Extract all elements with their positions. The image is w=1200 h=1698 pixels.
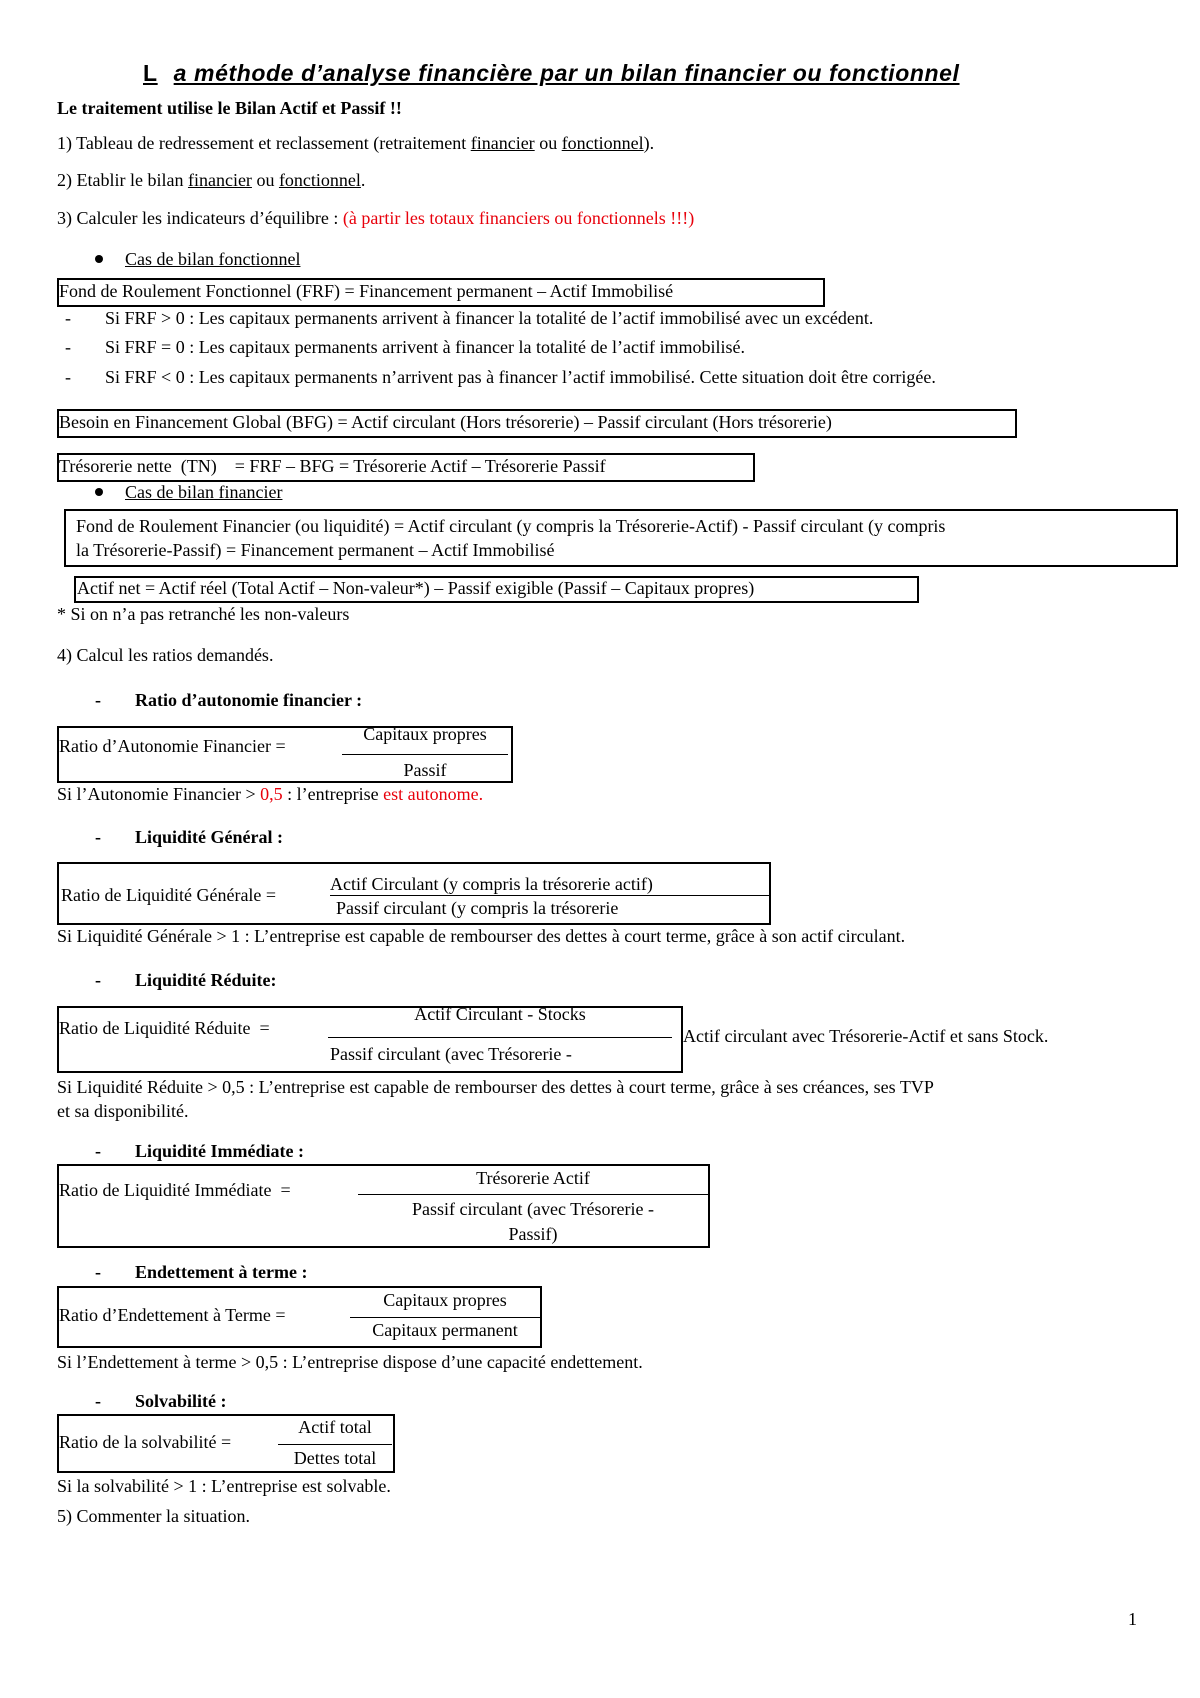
liquidite-generale-label: Ratio de Liquidité Générale =: [61, 885, 277, 905]
endettement-numerator: Capitaux propres: [383, 1290, 507, 1310]
fraction-bar: [358, 1194, 708, 1195]
actif-net-formula: Actif net = Actif réel (Total Actif – Non-valeur*) – Passif exigible (Passif – Capitaux propres): [77, 578, 755, 598]
liquidite-reduite-label: Ratio de Liquidité Réduite =: [59, 1018, 270, 1038]
fr-financier-formula-line1: Fond de Roulement Financier (ou liquidité) = Actif circulant (y compris la Trésorerie-Actif) - Passif circulant (y compris: [76, 516, 946, 536]
endettement-denominator: Capitaux permanent: [372, 1320, 518, 1340]
heading-bilan-financier: Cas de bilan financier: [95, 482, 282, 504]
autonomie-denominator: Passif: [403, 760, 447, 780]
solvabilite-note: Si la solvabilité > 1 : L’entreprise est solvable.: [57, 1476, 391, 1496]
tn-formula: Trésorerie nette (TN) = FRF – BFG = Trésorerie Actif – Trésorerie Passif: [59, 456, 606, 476]
liquidite-reduite-note-line1: Si Liquidité Réduite > 0,5 : L’entreprise est capable de rembourser des dettes à court terme, grâce à ses créances, ses TVP: [57, 1077, 934, 1097]
fr-financier-formula-line2: la Trésorerie-Passif) = Financement permanent – Actif Immobilisé: [76, 540, 555, 560]
heading-bilan-fonctionnel: Cas de bilan fonctionnel: [95, 249, 300, 271]
liquidite-reduite-denominator: Passif circulant (avec Trésorerie -: [330, 1044, 572, 1064]
autonomie-note: Si l’Autonomie Financier > 0,5 : l’entreprise est autonome.: [57, 784, 484, 804]
liquidite-generale-numerator: Actif Circulant (y compris la trésorerie actif): [330, 874, 653, 894]
frf-case-2: - Si FRF = 0 : Les capitaux permanents arrivent à financer la totalité de l’actif immobilisé.: [65, 337, 745, 357]
fraction-bar: [350, 1317, 540, 1318]
heading-endettement: - Endettement à terme :: [95, 1262, 308, 1282]
liquidite-reduite-side-note: Actif circulant avec Trésorerie-Actif et sans Stock.: [683, 1026, 1049, 1046]
solvabilite-label: Ratio de la solvabilité =: [59, 1432, 232, 1452]
page-number: 1: [1128, 1609, 1137, 1629]
bullet-icon: [95, 255, 103, 263]
frf-formula: Fond de Roulement Fonctionnel (FRF) = Financement permanent – Actif Immobilisé: [59, 281, 674, 301]
intro-text: Le traitement utilise le Bilan Actif et Passif !!: [57, 98, 402, 118]
fraction-bar: [342, 754, 508, 755]
heading-autonomie: - Ratio d’autonomie financier :: [95, 690, 363, 710]
bullet-icon: [95, 488, 103, 496]
footnote-non-valeurs: * Si on n’a pas retranché les non-valeurs: [57, 604, 350, 624]
liquidite-immediate-numerator: Trésorerie Actif: [476, 1168, 590, 1188]
liquidite-reduite-numerator: Actif Circulant - Stocks: [414, 1004, 586, 1024]
frf-case-3: - Si FRF < 0 : Les capitaux permanents n’arrivent pas à financer l’actif immobilisé. Cette situation doit être corrigée.: [65, 367, 936, 387]
liquidite-reduite-note-line2: et sa disponibilité.: [57, 1101, 189, 1121]
liquidite-generale-denominator: Passif circulant (y compris la trésorerie: [336, 898, 619, 918]
liquidite-immediate-label: Ratio de Liquidité Immédiate =: [59, 1180, 291, 1200]
endettement-label: Ratio d’Endettement à Terme =: [59, 1305, 286, 1325]
solvabilite-denominator: Dettes total: [293, 1448, 377, 1468]
step-1: 1) Tableau de redressement et reclassement (retraitement financier ou fonctionnel).: [57, 133, 655, 153]
step-2: 2) Etablir le bilan financier ou fonctionnel.: [57, 170, 366, 190]
liquidite-immediate-denominator-line1: Passif circulant (avec Trésorerie -: [412, 1199, 654, 1219]
endettement-note: Si l’Endettement à terme > 0,5 : L’entreprise dispose d’une capacité endettement.: [57, 1352, 643, 1372]
solvabilite-numerator: Actif total: [298, 1417, 372, 1437]
heading-solvabilite: - Solvabilité :: [95, 1391, 227, 1411]
liquidite-generale-note: Si Liquidité Générale > 1 : L’entreprise est capable de rembourser des dettes à court terme, grâce à son actif circulant.: [57, 926, 906, 946]
bfg-formula: Besoin en Financement Global (BFG) = Actif circulant (Hors trésorerie) – Passif circulant (Hors trésorerie): [59, 412, 832, 432]
heading-liquidite-immediate: - Liquidité Immédiate :: [95, 1141, 304, 1161]
step-5: 5) Commenter la situation.: [57, 1506, 250, 1526]
autonomie-numerator: Capitaux propres: [363, 724, 487, 744]
step-3: 3) Calculer les indicateurs d’équilibre : (à partir les totaux financiers ou fonctionnels !!!): [57, 208, 695, 228]
fraction-bar: [330, 895, 770, 896]
step-4: 4) Calcul les ratios demandés.: [57, 645, 274, 665]
frf-case-1: - Si FRF > 0 : Les capitaux permanents arrivent à financer la totalité de l’actif immobilisé avec un excédent.: [65, 308, 874, 328]
liquidite-immediate-denominator-line2: Passif): [508, 1224, 558, 1244]
heading-liquidite-reduite: - Liquidité Réduite:: [95, 970, 277, 990]
fraction-bar: [328, 1037, 672, 1038]
heading-liquidite-generale: - Liquidité Général :: [95, 827, 283, 847]
fraction-bar: [278, 1444, 392, 1445]
page-title: L a méthode d’analyse financière par un bilan financier ou fonctionnel: [143, 60, 960, 86]
autonomie-label: Ratio d’Autonomie Financier =: [59, 736, 286, 756]
